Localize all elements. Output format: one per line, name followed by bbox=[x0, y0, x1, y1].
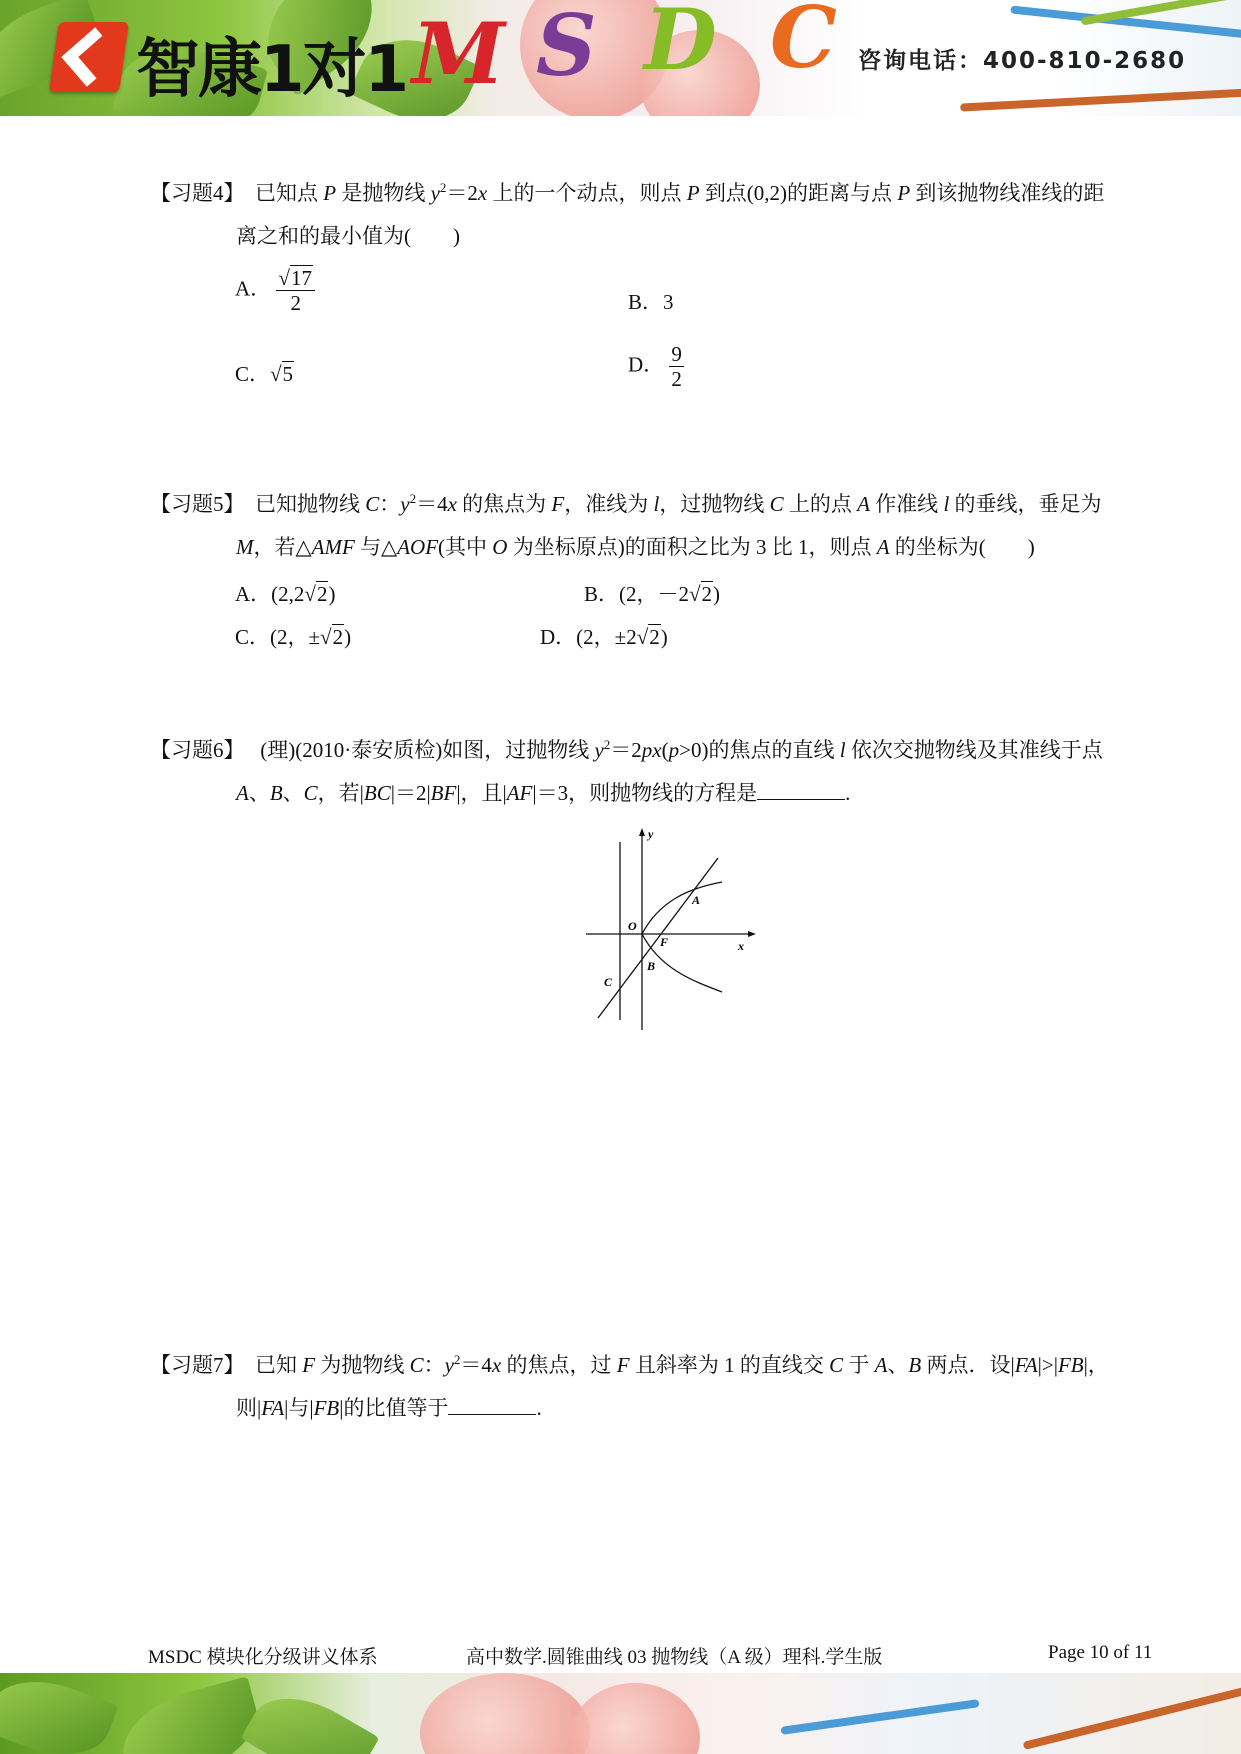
problem-tag: 【习题4】 bbox=[150, 181, 245, 205]
text: ＝4 bbox=[416, 492, 448, 516]
text: ，准线为 bbox=[564, 492, 654, 516]
text: (理)(2010·泰安质检)如图，过抛物线 bbox=[260, 738, 595, 762]
problem-line bbox=[150, 526, 1150, 569]
option-a bbox=[235, 266, 315, 315]
butterfly-decoration bbox=[420, 1673, 590, 1754]
problem-tag: 【习题5】 bbox=[150, 492, 245, 516]
var: l bbox=[943, 492, 950, 516]
leaf-decoration bbox=[112, 1676, 268, 1754]
label-y: y bbox=[648, 827, 654, 841]
phone-number: 咨询电话：400-810-2680 bbox=[858, 48, 1187, 74]
text: |， bbox=[1083, 1353, 1109, 1377]
msdc-letter-c: C bbox=[770, 0, 837, 87]
var: AOF bbox=[397, 535, 439, 559]
option-c: C．√5 bbox=[235, 362, 294, 386]
problem-line: 离之和的最小值为( ) bbox=[236, 224, 460, 248]
footer-banner bbox=[0, 1673, 1241, 1754]
option-label: B． bbox=[628, 290, 664, 314]
answer-blank bbox=[757, 781, 845, 800]
text: 上的点 bbox=[783, 492, 858, 516]
text: 、 bbox=[282, 781, 304, 805]
var: C bbox=[769, 492, 784, 516]
pencil-decoration bbox=[960, 88, 1241, 111]
text: 上的一个动点，则点 bbox=[487, 181, 687, 205]
var: p bbox=[668, 738, 680, 762]
problem-line bbox=[150, 172, 1150, 215]
x-axis-arrow bbox=[748, 931, 756, 937]
var: P bbox=[686, 181, 700, 205]
exponent: 2 bbox=[409, 491, 417, 506]
parabola-figure bbox=[580, 822, 756, 1030]
leaf-decoration bbox=[241, 1678, 380, 1754]
text: 已知抛物线 bbox=[255, 492, 366, 516]
text: 到点(0,2)的距离与点 bbox=[699, 181, 898, 205]
var: A bbox=[857, 492, 870, 516]
text: |，且| bbox=[456, 781, 507, 805]
var: M bbox=[236, 535, 254, 559]
denominator: 2 bbox=[290, 291, 301, 316]
text: ，若△ bbox=[253, 535, 312, 559]
y-axis-arrow bbox=[639, 828, 645, 836]
text: |＝3，则抛物线的方程是 bbox=[532, 781, 758, 805]
text: 两点．设| bbox=[921, 1353, 1015, 1377]
text: 依次交抛物线及其准线于点 bbox=[845, 738, 1103, 762]
var: FB bbox=[313, 1396, 340, 1420]
text: 、 bbox=[248, 781, 270, 805]
text: . bbox=[845, 781, 851, 805]
label-o: O bbox=[628, 919, 637, 933]
exponent: 2 bbox=[603, 737, 611, 752]
text: (其中 bbox=[438, 535, 493, 559]
focal-line bbox=[598, 858, 718, 1018]
text: 的坐标为( ) bbox=[889, 535, 1035, 559]
label-c: C bbox=[604, 975, 613, 989]
text: ) bbox=[328, 582, 336, 606]
text: ＝2 bbox=[446, 181, 478, 205]
text: 已知 bbox=[255, 1353, 303, 1377]
text: 、 bbox=[887, 1353, 909, 1377]
var: y bbox=[594, 738, 604, 762]
var: y bbox=[430, 181, 440, 205]
var: x bbox=[477, 181, 488, 205]
text: 为抛物线 bbox=[315, 1353, 410, 1377]
option-c: C．(2，±√2) bbox=[235, 625, 352, 649]
text: ) bbox=[660, 625, 668, 649]
fraction: $\frac{√17}{2}$ bbox=[276, 266, 315, 315]
var: FA bbox=[1014, 1353, 1038, 1377]
denominator: 2 bbox=[671, 367, 682, 392]
option-a: A．(2,2√2) bbox=[235, 582, 336, 606]
var: FA bbox=[261, 1396, 285, 1420]
problem-line bbox=[150, 729, 1150, 772]
text: 是抛物线 bbox=[336, 181, 431, 205]
var: C bbox=[365, 492, 380, 516]
option-label: C． bbox=[235, 625, 271, 649]
label-a: A bbox=[692, 893, 701, 907]
problem-5 bbox=[150, 483, 1150, 569]
var: AF bbox=[506, 781, 533, 805]
problem-tag: 【习题7】 bbox=[150, 1353, 245, 1377]
var: x bbox=[491, 1353, 502, 1377]
radicand: 2 bbox=[332, 625, 344, 649]
var: P bbox=[323, 181, 337, 205]
text: |与| bbox=[284, 1396, 314, 1420]
text: |＝2| bbox=[390, 781, 431, 805]
footer-course: 高中数学.圆锥曲线 03 抛物线（A 级）理科.学生版 bbox=[466, 1647, 883, 1668]
butterfly-decoration bbox=[570, 1683, 700, 1754]
text: (2，±2 bbox=[576, 625, 637, 649]
var: B bbox=[908, 1353, 922, 1377]
problem-line bbox=[150, 1344, 1150, 1387]
var: y bbox=[400, 492, 410, 516]
label-f: F bbox=[660, 935, 669, 949]
pencil-decoration bbox=[780, 1699, 979, 1735]
radicand: 2 bbox=[316, 582, 328, 606]
option-b: B．(2，－2√2) bbox=[584, 582, 721, 606]
var: C bbox=[409, 1353, 424, 1377]
var: AMF bbox=[311, 535, 355, 559]
problem-7 bbox=[150, 1344, 1150, 1430]
text: ) bbox=[713, 582, 721, 606]
pencil-decoration bbox=[1023, 1684, 1241, 1750]
text: ： bbox=[423, 1353, 445, 1377]
answer-blank bbox=[448, 1396, 536, 1415]
text: ( bbox=[661, 738, 669, 762]
var: FB bbox=[1057, 1353, 1084, 1377]
problem-tag: 【习题6】 bbox=[150, 738, 245, 762]
text: 与△ bbox=[354, 535, 398, 559]
text: |>| bbox=[1037, 1353, 1058, 1377]
var: O bbox=[492, 535, 508, 559]
text: ，过抛物线 bbox=[659, 492, 770, 516]
option-d: D．(2，±2√2) bbox=[540, 625, 668, 649]
leaf-decoration bbox=[0, 1673, 118, 1754]
logo-icon bbox=[49, 22, 129, 92]
problem-line bbox=[150, 772, 1150, 815]
text: 于 bbox=[843, 1353, 875, 1377]
radicand: 17 bbox=[290, 266, 312, 290]
label-b: B bbox=[647, 959, 656, 973]
fraction bbox=[669, 342, 684, 391]
option-label: D． bbox=[540, 625, 577, 649]
msdc-letter-m: M bbox=[412, 4, 505, 103]
msdc-letter-s: S bbox=[536, 0, 597, 95]
option-label: A． bbox=[235, 276, 272, 301]
text: 的焦点为 bbox=[456, 492, 552, 516]
brand-name: 智康1对1 bbox=[136, 33, 408, 107]
option-label: A． bbox=[235, 582, 272, 606]
var: A bbox=[874, 1353, 888, 1377]
label-x: x bbox=[738, 939, 744, 953]
text: (2,2 bbox=[271, 582, 305, 606]
text: >0)的焦点的直线 bbox=[679, 738, 840, 762]
option-label: C． bbox=[235, 362, 271, 386]
var: l bbox=[653, 492, 660, 516]
msdc-letter-d: D bbox=[644, 0, 717, 89]
var: y bbox=[444, 1353, 454, 1377]
var: BC bbox=[363, 781, 391, 805]
text: ，若| bbox=[317, 781, 364, 805]
text: |的比值等于 bbox=[339, 1396, 449, 1420]
radicand: 2 bbox=[649, 625, 660, 649]
radicand: 2 bbox=[701, 582, 713, 606]
radicand: 5 bbox=[282, 362, 294, 386]
var: F bbox=[551, 492, 565, 516]
parabola-curve bbox=[642, 882, 722, 992]
text: ＝2 bbox=[610, 738, 642, 762]
text: ： bbox=[379, 492, 401, 516]
var: F bbox=[616, 1353, 630, 1377]
text: 为坐标原点)的面积之比为 3 比 1，则点 bbox=[507, 535, 877, 559]
var: A bbox=[236, 781, 249, 805]
problem-line bbox=[150, 483, 1150, 526]
option-b bbox=[628, 286, 674, 316]
text: 的垂线，垂足为 bbox=[949, 492, 1102, 516]
var: B bbox=[269, 781, 283, 805]
var: A bbox=[876, 535, 890, 559]
text: 则| bbox=[236, 1396, 262, 1420]
exponent: 2 bbox=[439, 180, 447, 195]
text: (2，± bbox=[270, 625, 321, 649]
var: BF bbox=[430, 781, 457, 805]
var: px bbox=[641, 738, 662, 762]
var: C bbox=[829, 1353, 844, 1377]
footer-series: MSDC 模块化分级讲义体系 bbox=[148, 1647, 378, 1668]
var: l bbox=[839, 738, 846, 762]
footer-page-number: Page 10 of 11 bbox=[1048, 1642, 1153, 1663]
var: C bbox=[303, 781, 318, 805]
numerator: 9 bbox=[671, 342, 682, 366]
var: F bbox=[302, 1353, 316, 1377]
text: ＝4 bbox=[460, 1353, 492, 1377]
text: ) bbox=[344, 625, 352, 649]
var: P bbox=[897, 181, 911, 205]
text: 作准线 bbox=[869, 492, 944, 516]
problem-line bbox=[150, 1387, 1150, 1430]
problem-6 bbox=[150, 729, 1150, 815]
text: 的焦点，过 bbox=[501, 1353, 617, 1377]
var: x bbox=[447, 492, 457, 516]
text: 且斜率为 1 的直线交 bbox=[629, 1353, 830, 1377]
option-d bbox=[628, 342, 684, 391]
text: . bbox=[536, 1396, 542, 1420]
option-label: B． bbox=[584, 582, 620, 606]
header-banner bbox=[0, 0, 1241, 116]
text: (2，－2 bbox=[619, 582, 690, 606]
text: 已知点 bbox=[255, 181, 324, 205]
problem-4 bbox=[150, 172, 1150, 258]
text: 到该抛物线准线的距 bbox=[910, 181, 1105, 205]
exponent: 2 bbox=[453, 1352, 461, 1367]
option-value: 3 bbox=[663, 290, 674, 314]
option-label: D． bbox=[628, 352, 665, 377]
